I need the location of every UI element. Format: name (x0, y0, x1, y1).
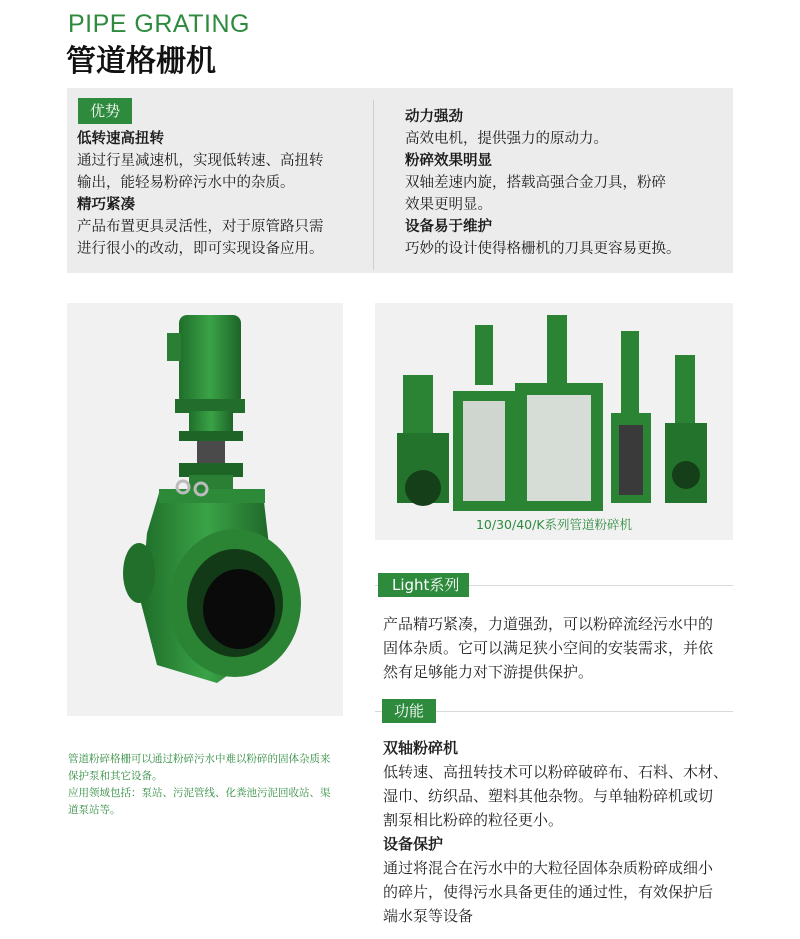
machine-group-illustration (375, 303, 733, 540)
advantage-text: 输出，能轻易粉碎污水中的杂质。 (77, 175, 295, 191)
machine-group-photo (375, 303, 733, 540)
function-line: 割泵相比粉碎的粒径更小。 (383, 811, 564, 829)
title-english: PIPE GRATING (68, 10, 250, 38)
function-tag: 功能 (382, 699, 436, 723)
page-title: 管道格栅机 (66, 44, 216, 79)
function-line: 通过将混合在污水中的大粒径固体杂质粉碎成细小 (383, 859, 714, 877)
advantage-text: 巧妙的设计使得格栅机的刀具更容易更换。 (405, 241, 681, 257)
advantage-heading: 低转速高扭转 (77, 131, 164, 147)
advantage-text: 高效电机，提供强力的原动力。 (405, 131, 608, 147)
pipe-grating-machine-illustration (67, 303, 343, 716)
function-line: 端水泵等设备 (383, 907, 474, 925)
light-series-line: 固体杂质。它可以满足狭小空间的安装需求，并依 (383, 639, 714, 657)
function-heading: 双轴粉碎机 (383, 739, 459, 757)
caption-line: 道泵站等。 (68, 804, 121, 816)
advantages-tag: 优势 (78, 98, 132, 124)
advantage-heading: 粉碎效果明显 (405, 153, 492, 169)
machine-photo (67, 303, 343, 716)
function-text (383, 736, 738, 928)
light-series-line: 产品精巧紧凑，力道强劲，可以粉碎流经污水中的 (383, 615, 714, 633)
advantage-heading: 精巧紧凑 (77, 197, 135, 213)
advantages-right-column (405, 106, 725, 260)
function-line: 湿巾、纺织品、塑料其他杂物。与单轴粉碎机或切 (383, 787, 714, 805)
advantage-heading: 设备易于维护 (405, 219, 492, 235)
advantage-heading: 动力强劲 (405, 109, 463, 125)
advantage-text: 通过行星减速机，实现低转速、高扭转 (77, 153, 324, 169)
advantage-text: 产品布置更具灵活性，对于原管路只需 (77, 219, 324, 235)
advantages-left-column (77, 128, 367, 260)
advantage-text: 双轴差速内旋，搭载高强合金刀具，粉碎 (405, 175, 666, 191)
function-heading: 设备保护 (383, 835, 444, 853)
light-series-text (383, 612, 735, 684)
caption-line: 保护泵和其它设备。 (68, 770, 163, 782)
function-line: 的碎片，使得污水具备更佳的通过性，有效保护后 (383, 883, 714, 901)
machine-description (68, 751, 343, 819)
advantage-text: 进行很小的改动，即可实现设备应用。 (77, 241, 324, 257)
advantage-text: 效果更明显。 (405, 197, 492, 213)
caption-line: 管道粉碎格栅可以通过粉碎污水中难以粉碎的固体杂质来 (68, 753, 331, 765)
function-line: 低转速、高扭转技术可以粉碎破碎布、石料、木材、 (383, 763, 729, 781)
group-photo-caption: 10/30/40/K系列管道粉碎机 (475, 517, 633, 532)
light-series-tag: Light系列 (382, 573, 469, 597)
caption-line: 应用领域包括：泵站、污泥管线、化粪池污泥回收站、渠 (68, 787, 331, 799)
light-series-line: 然有足够能力对下游提供保护。 (383, 663, 594, 681)
advantages-divider (373, 100, 374, 270)
